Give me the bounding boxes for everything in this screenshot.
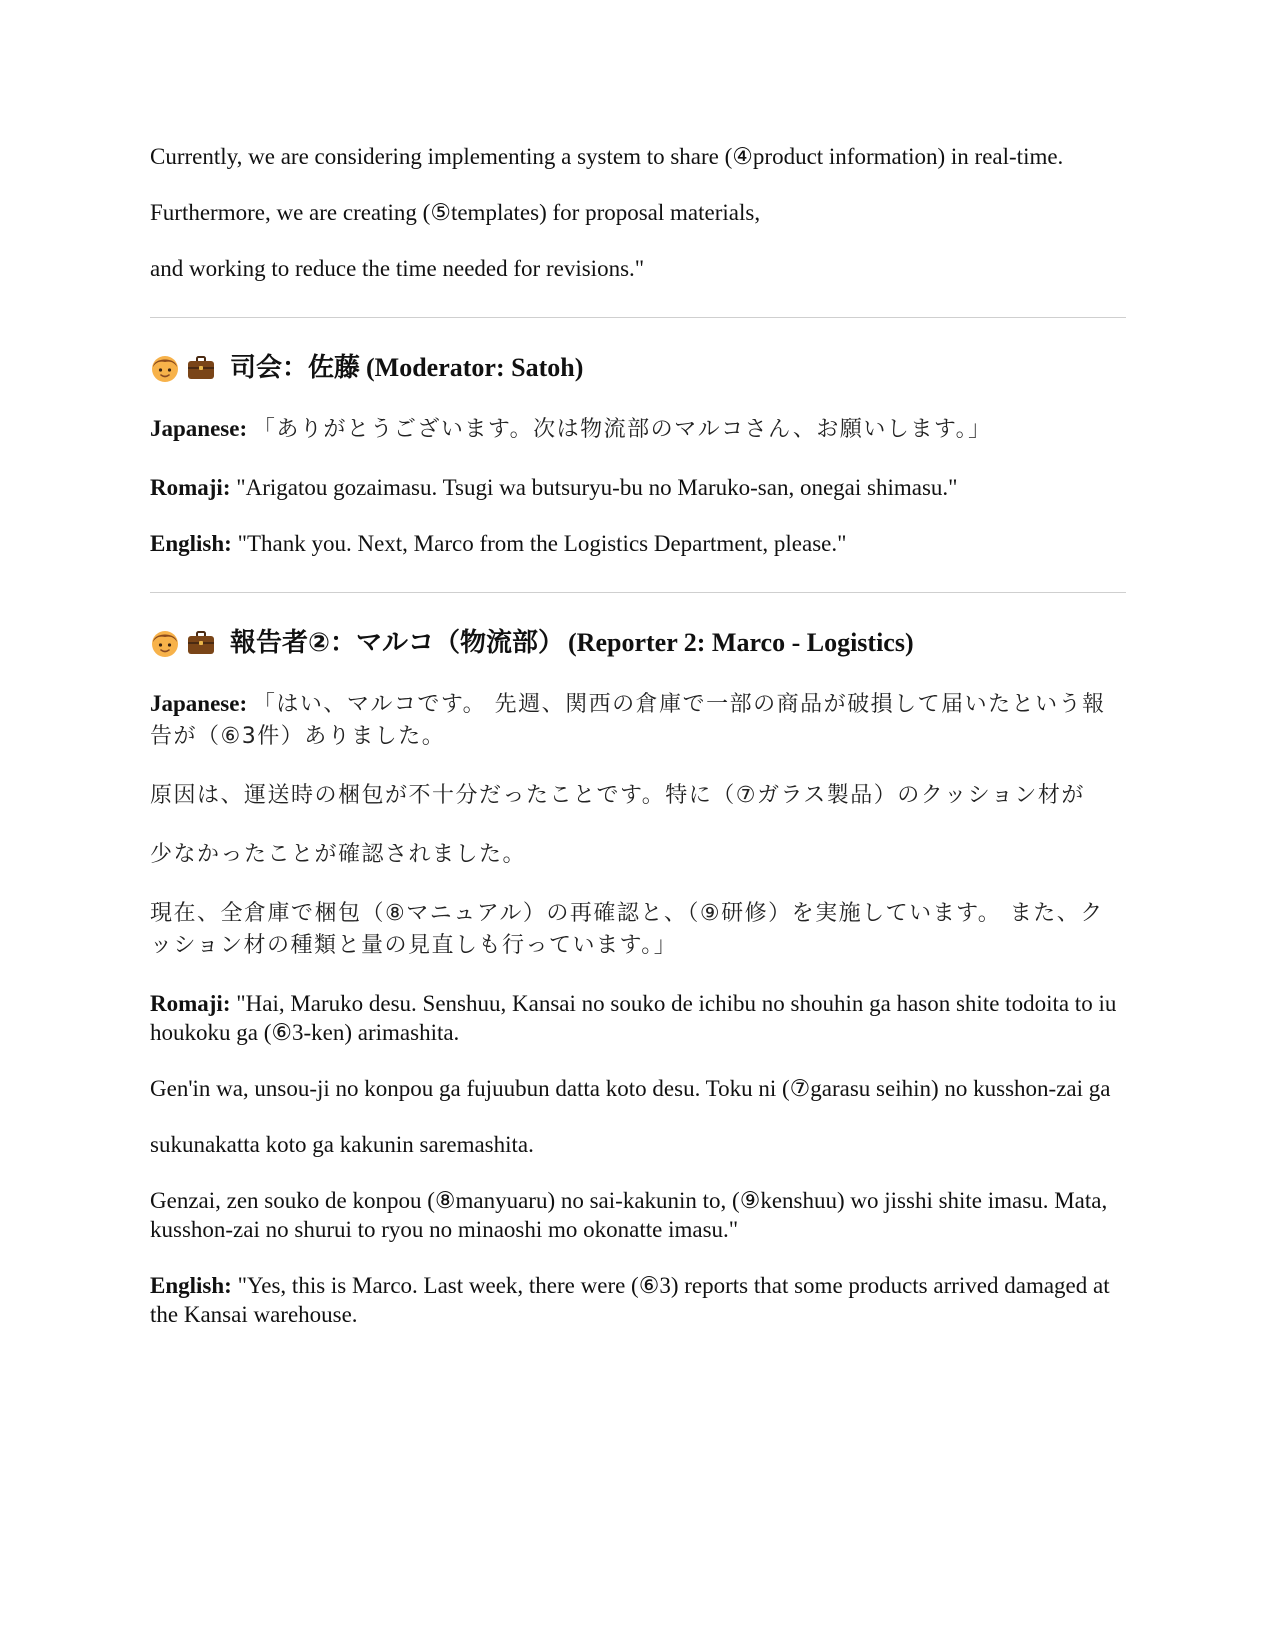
boy-face-icon: [150, 628, 180, 658]
reporter2-romaji-p2: Gen'in wa, unsou-ji no konpou ga fujuubun datta koto desu. Toku ni (⑦garasu seihin) no kusshon-zai ga: [150, 1076, 1111, 1101]
moderator-japanese-line: [150, 414, 1126, 446]
romaji-label: Romaji:: [150, 475, 231, 500]
moderator-romaji-line: [150, 473, 1126, 502]
reporter2-japanese-p3: 少なかったことが確認されました。: [150, 842, 527, 867]
moderator-title-en: (Moderator: Satoh): [366, 353, 584, 382]
reporter2-title-en: (Reporter 2: Marco - Logistics): [568, 628, 914, 657]
reporter2-japanese-p1: [150, 689, 1126, 753]
moderator-romaji-text: "Arigatou gozaimasu. Tsugi wa butsuryu-bu no Maruko-san, onegai shimasu.": [236, 475, 958, 500]
section-divider: [150, 592, 1126, 593]
japanese-label: Japanese:: [150, 691, 248, 716]
reporter2-japanese-text-1: 「はい、マルコです。 先週、関西の倉庫で一部の商品が破損して届いたという報告が（⑥3件）ありました。: [150, 692, 1106, 749]
reporter2-heading: [150, 626, 1126, 660]
speaker-icons: [150, 353, 222, 383]
moderator-english-text: "Thank you. Next, Marco from the Logistics Department, please.": [237, 531, 847, 556]
reporter2-romaji-p1: [150, 989, 1126, 1047]
english-label: English:: [150, 1273, 232, 1298]
reporter2-romaji-p3: sukunakatta koto ga kakunin saremashita.: [150, 1132, 534, 1157]
boy-face-icon: [150, 353, 180, 383]
romaji-label: Romaji:: [150, 991, 231, 1016]
document-page: [150, 142, 1126, 1329]
reporter2-romaji-p4: Genzai, zen souko de konpou (⑧manyuaru) no sai-kakunin to, (⑨kenshuu) wo jisshi shite imasu. Mata, kusshon-zai no shurui to ryou no minaoshi mo okonatte imasu.": [150, 1188, 1108, 1242]
speaker-icons: [150, 628, 222, 658]
briefcase-icon: [186, 628, 216, 658]
english-label: English:: [150, 531, 232, 556]
reporter2-english-p1: [150, 1271, 1126, 1329]
moderator-heading: [150, 351, 1126, 385]
moderator-english-line: [150, 529, 1126, 558]
section-divider: [150, 317, 1126, 318]
moderator-japanese-text: 「ありがとうございます。次は物流部のマルコさん、お願いします。」: [252, 417, 992, 442]
moderator-title-jp: 司会：佐藤: [230, 353, 361, 383]
intro-paragraph-1: Currently, we are considering implementing a system to share (④product information) in real-time.: [150, 144, 1064, 169]
intro-paragraph-3: and working to reduce the time needed for revisions.": [150, 256, 645, 281]
reporter2-english-text-1: "Yes, this is Marco. Last week, there were (⑥3) reports that some products arrived damaged at the Kansai warehouse.: [150, 1273, 1110, 1327]
reporter2-title-jp: 報告者②：マルコ（物流部）: [230, 628, 565, 658]
reporter2-japanese-p4: 現在、全倉庫で梱包（⑧マニュアル）の再確認と、（⑨研修）を実施しています。 また、クッション材の種類と量の見直しも行っています。」: [150, 901, 1104, 958]
intro-paragraph-2: Furthermore, we are creating (⑤templates) for proposal materials,: [150, 200, 761, 225]
reporter2-romaji-text-1: "Hai, Maruko desu. Senshuu, Kansai no souko de ichibu no shouhin ga hason shite todoita to iu houkoku ga (⑥3-ken) arimashita.: [150, 991, 1117, 1045]
briefcase-icon: [186, 353, 216, 383]
reporter2-japanese-p2: 原因は、運送時の梱包が不十分だったことです。特に（⑦ガラス製品）のクッション材が: [150, 783, 1085, 808]
japanese-label: Japanese:: [150, 416, 248, 441]
